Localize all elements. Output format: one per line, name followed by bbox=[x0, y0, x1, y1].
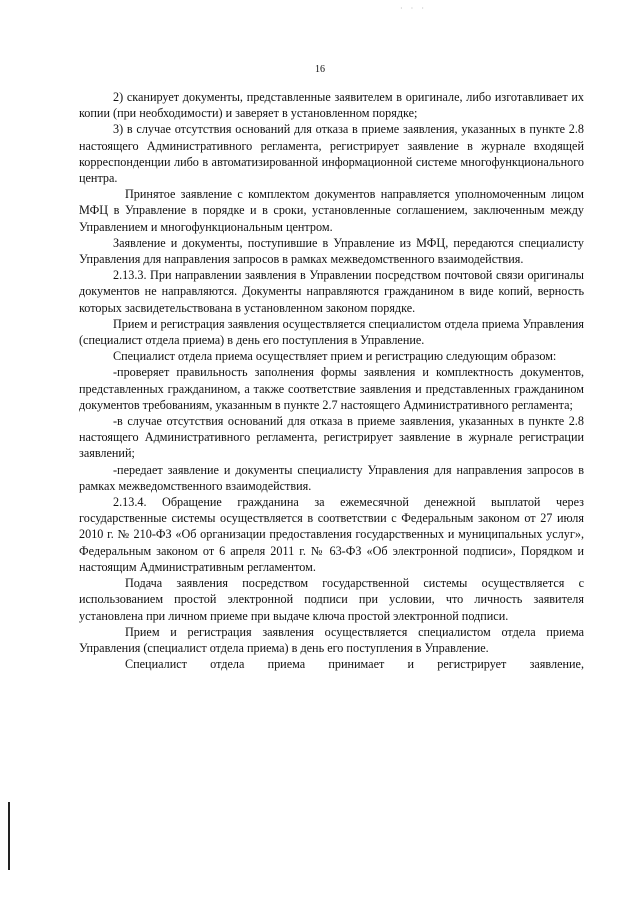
scan-edge-mark bbox=[8, 802, 10, 870]
paragraph-scan-documents: 2) сканирует документы, представленные заявителем в оригинале, либо изготавливает их копии (при необходимости) и заверяет в установленном порядке; bbox=[79, 90, 584, 121]
list-item-transfer-documents: -передает заявление и документы специалисту Управления для направления запросов в рамках межведомственного взаимодействия. bbox=[79, 462, 584, 493]
paragraph-register-application: 3) в случае отсутствия оснований для отказа в приеме заявления, указанных в пункте 2.8 настоящего Административного регламента, регистрирует заявление в журнале входящей корреспонденции либо в автоматизированной информационной системе многофункционального центра. bbox=[79, 122, 584, 186]
list-item-check-form: -проверяет правильность заполнения формы заявления и комплектность документов, представленных гражданином, а также соответствие заявления и представленных гражданином документов требованиям, указанным в пункте 2.7 настоящего Административного регламента; bbox=[79, 365, 584, 412]
paragraph-specialist-procedure: Специалист отдела приема осуществляет прием и регистрацию следующим образом: bbox=[113, 349, 557, 364]
paragraph-specialist-accepts: Специалист отдела приема принимает и регистрирует заявление, bbox=[125, 657, 584, 672]
document-body bbox=[79, 89, 584, 672]
paragraph-reception-registration-2: Прием и регистрация заявления осуществляется специалистом отдела приема Управления (специалист отдела приема) в день его поступления в Управление. bbox=[79, 624, 584, 655]
paragraph-electronic-signature: Подача заявления посредством государственной системы осуществляется с использованием простой электронной подписи при условии, что личность заявителя установлена при личном приеме при выдаче ключа простой электронной подписи. bbox=[79, 576, 584, 623]
paragraph-2-13-3: 2.13.3. При направлении заявления в Управлении посредством почтовой связи оригиналы документов не направляются. Документы направляются гражданином в виде копий, верность которых засвидетельствована в установленном законом порядке. bbox=[79, 268, 584, 315]
paragraph-documents-from-mfc: Заявление и документы, поступившие в Управление из МФЦ, передаются специалисту Управления для направления запросов в рамках межведомственного взаимодействия. bbox=[79, 235, 584, 267]
scan-artifact-dots: · · · bbox=[400, 4, 427, 13]
paragraph-mfc-forwarding: Принятое заявление с комплектом документов направляется уполномоченным лицом МФЦ в Управление в порядке и в сроки, установленные соглашением, заключенным между Управлением и многофункциональным центром. bbox=[79, 187, 584, 234]
list-item-register-journal: -в случае отсутствия оснований для отказа в приеме заявления, указанных в пункте 2.8 настоящего Административного регламента, регистрирует заявление в журнале регистрации заявлений; bbox=[79, 414, 584, 461]
paragraph-reception-registration: Прием и регистрация заявления осуществляется специалистом отдела приема Управления (специалист отдела приема) в день его поступления в Управление. bbox=[79, 316, 584, 348]
paragraph-2-13-4: 2.13.4. Обращение гражданина за ежемесячной денежной выплатой через государственные системы осуществляется в соответствии с Федеральным законом от 27 июля 2010 г. № 210-ФЗ «Об организации предоставления государственных и муниципальных услуг», Федеральным законом от 6 апреля 2011 г. № 63-ФЗ «Об электронной подписи», Порядком и настоящим Административным регламентом. bbox=[79, 495, 584, 574]
page-number: 16 bbox=[315, 64, 325, 75]
